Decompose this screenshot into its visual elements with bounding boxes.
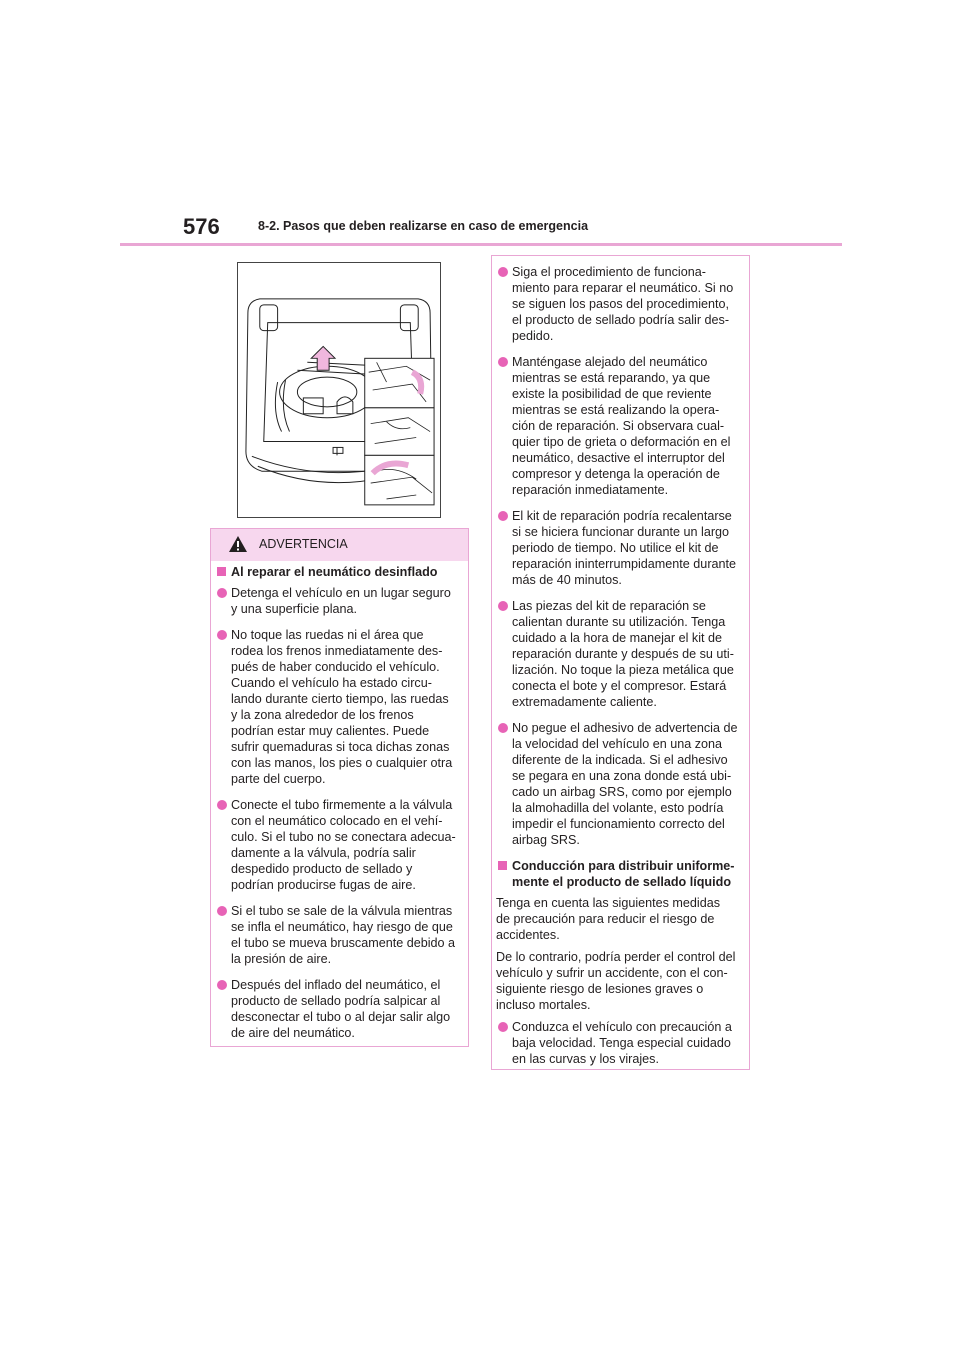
warning-bullet [215,585,462,617]
warning-header [211,529,468,561]
warning-bullet [496,598,743,710]
warning-bullet-text: Conecte el tubo firmemente a la válvula con el neumático colocado en el vehí- culo. Si el tubo no se conectara adecua- damente a la válvula, podría salir despedido producto de sellado y podrían producirse fugas de aire. [231,798,456,892]
warning-bullet [496,264,743,344]
round-bullet-icon [498,267,508,277]
warning-bullet-text: No toque las ruedas ni el área que rodea los frenos inmediatamente des- pués de haber conducido el vehículo. Cuando el vehículo ha estado circu- lando durante cierto tiempo, las ruedas y la zona alrededor de los frenos podrían estar muy calientes. Puede sufrir quemaduras si toca dichas zonas con las manos, los pies o cualquier otra parte del cuerpo. [231,628,453,786]
round-bullet-icon [498,601,508,611]
warning-bullet [496,1019,743,1067]
warning-triangle-icon [228,535,248,553]
warning-bullet-text: Las piezas del kit de reparación se calientan durante su utilización. Tenga cuidado a la hora de manejar el kit de reparación durante y después de su uti- lización. No toque la pieza metálica que conecta el bote y el compresor. Estará extremadamente caliente. [512,599,734,709]
round-bullet-icon [498,723,508,733]
round-bullet-icon [217,980,227,990]
precaution-paragraph: Tenga en cuenta las siguientes medidas de precaución para reducir el riesgo de accidentes. [496,896,721,942]
round-bullet-icon [217,906,227,916]
warning-box [210,528,469,1047]
page-number: 576 [183,214,220,239]
trunk-floor-illustration [237,262,441,518]
warning-bullet [496,508,743,588]
warning-bullet-text: Si el tubo se sale de la válvula mientras se infla el neumático, hay riesgo de que el tubo se mueva bruscamente debido a la presión de aire. [231,904,456,966]
square-bullet-icon [217,567,226,576]
warning-bullet-text: El kit de reparación podría recalentarse si se hiciera funcionar durante un largo periodo de tiempo. No utilice el kit de reparación ininterrumpidamente durante más de 40 minutos. [512,509,737,587]
warning-bullet [496,720,743,848]
warning-bullet-text: No pegue el adhesivo de advertencia de la velocidad del vehículo en una zona diferente de la indicada. Si el adhesivo se pegara en una zona donde está ubi- cado un airbag SRS, como por ejemplo la almohadilla del volante, esto podría impedir el funcionamiento correcto del airbag SRS. [512,721,738,847]
warning-bullet-text: Manténgase alejado del neumático mientras se está reparando, ya que existe la posibilidad de que reviente mientras se está realizando la opera- ción de reparación. Si observara cual- quier tipo de grieta o deformación en el neumático, desactive el interruptor del compresor y detenga la operación de reparación inmediatamente. [512,355,731,497]
round-bullet-icon [498,357,508,367]
consequence-paragraph: De lo contrario, podría perder el control del vehículo y sufrir un accidente, con el con- siguiente riesgo de lesiones graves o incluso mortales. [496,950,736,1012]
section-title: 8-2. Pasos que deben realizarse en caso de emergencia [258,219,589,233]
warning-subheading-text: Al reparar el neumático desinflado [231,565,438,579]
round-bullet-icon [498,1022,508,1032]
round-bullet-icon [217,630,227,640]
warning-bullet-text: Conduzca el vehículo con precaución a baja velocidad. Tenga especial cuidado en las curvas y los virajes. [512,1020,732,1066]
square-bullet-icon [498,861,507,870]
warning-continuation-box [491,255,750,1070]
warning-bullet-text: Después del inflado del neumático, el producto de sellado podría salpicar al desconectar el tubo o al dejar salir algo de aire del neumático. [231,978,451,1040]
warning-bullet-text: Detenga el vehículo en un lugar seguro y una superficie plana. [231,586,451,616]
warning-bullet [496,354,743,498]
driving-subheading-text: Conducción para distribuir uniforme- mente el producto de sellado líquido [512,859,735,889]
header-divider [120,243,842,246]
warning-title: ADVERTENCIA [259,537,348,551]
driving-subheading [496,858,743,890]
warning-bullet [215,977,462,1041]
warning-bullet-text: Siga el procedimiento de funciona- miento para reparar el neumático. Si no se siguen los pasos del procedimiento, el producto de sellado podría salir des- pedido. [512,265,734,343]
warning-bullet [215,903,462,967]
round-bullet-icon [498,511,508,521]
warning-bullet [215,627,462,787]
warning-subheading [215,564,462,580]
warning-bullet [215,797,462,893]
round-bullet-icon [217,800,227,810]
round-bullet-icon [217,588,227,598]
